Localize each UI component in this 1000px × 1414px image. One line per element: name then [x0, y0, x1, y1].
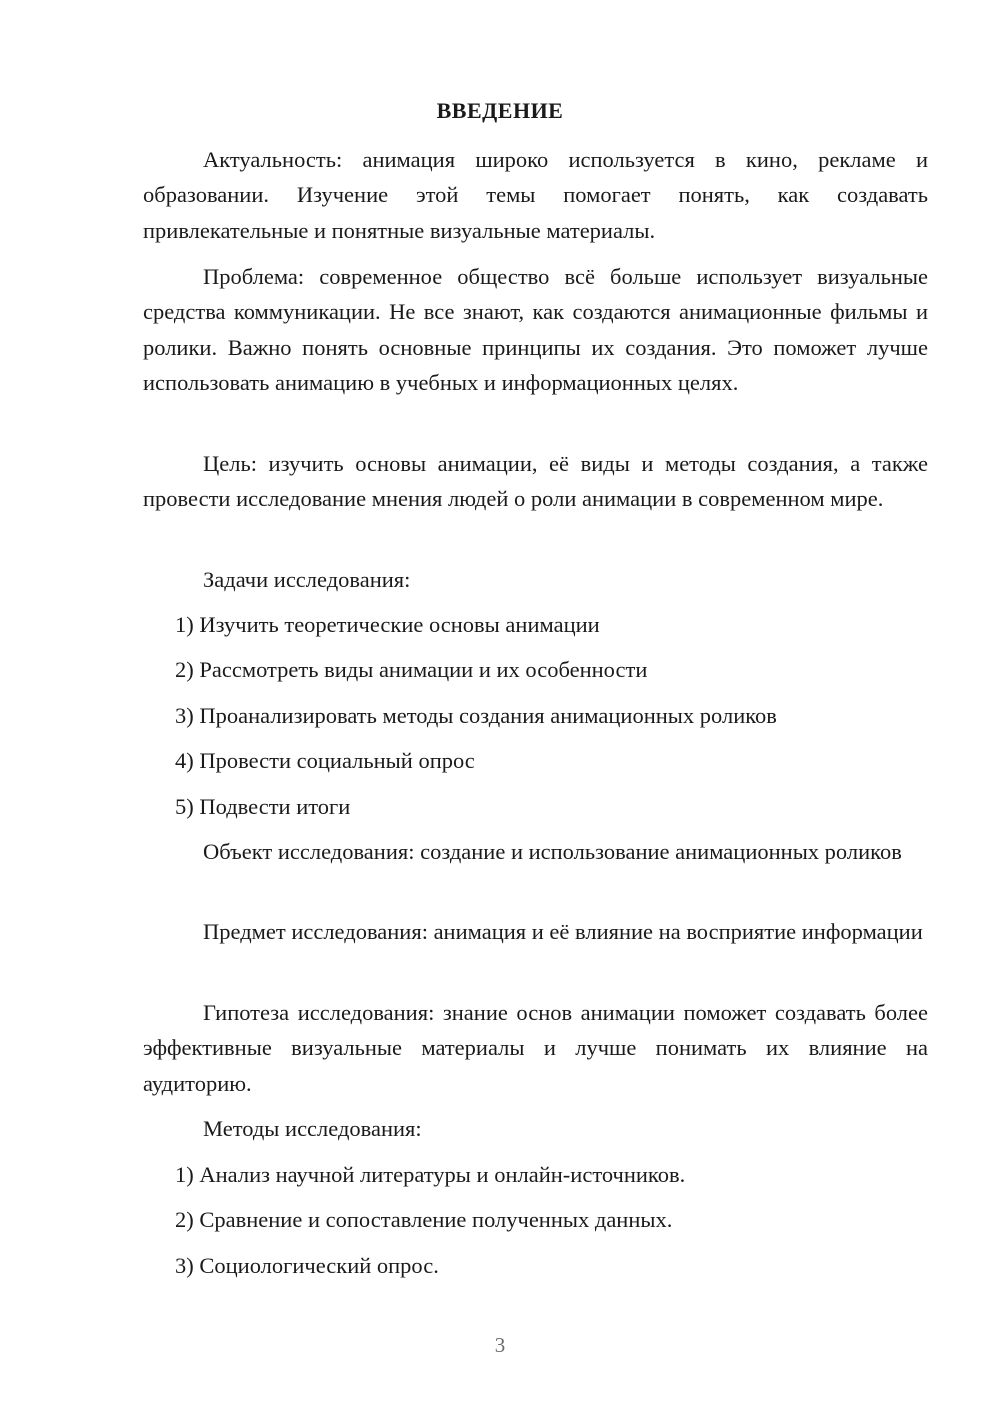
paragraph-object: Объект исследования: создание и использование анимационных роликов — [203, 839, 902, 864]
task-item-3: 3) Проанализировать методы создания анимационных роликов — [175, 703, 777, 728]
paragraph-relevance: Актуальность: анимация широко используется в кино, рекламе и образовании. Изучение этой темы помогает понять, как создавать привлекательные и понятные визуальные материалы. — [143, 147, 928, 243]
paragraph-goal: Цель: изучить основы анимации, её виды и методы создания, а также провести исследование мнения людей о роли анимации в современном мире. — [143, 451, 928, 512]
tasks-heading: Задачи исследования: — [203, 567, 411, 592]
methods-heading: Методы исследования: — [203, 1116, 422, 1141]
task-item-4: 4) Провести социальный опрос — [175, 748, 475, 773]
method-item-3: 3) Социологический опрос. — [175, 1253, 439, 1278]
page-title: ВВЕДЕНИЕ — [436, 98, 564, 123]
method-item-1: 1) Анализ научной литературы и онлайн-источников. — [175, 1162, 686, 1187]
task-item-1: 1) Изучить теоретические основы анимации — [175, 612, 600, 637]
task-item-2: 2) Рассмотреть виды анимации и их особенности — [175, 657, 648, 682]
paragraph-subject: Предмет исследования: анимация и её влияние на восприятие информации — [203, 919, 923, 944]
paragraph-problem: Проблема: современное общество всё больше использует визуальные средства коммуникации. Не все знают, как создаются анимационные фильмы и ролики. Важно понять основные принципы их создания. Это поможет лучше использовать анимацию в учебных и информационных целях. — [143, 264, 928, 395]
method-item-2: 2) Сравнение и сопоставление полученных данных. — [175, 1207, 673, 1232]
task-item-5: 5) Подвести итоги — [175, 794, 351, 819]
page-number: 3 — [494, 1333, 506, 1357]
paragraph-hypothesis: Гипотеза исследования: знание основ анимации поможет создавать более эффективные визуальные материалы и лучше понимать их влияние на аудиторию. — [143, 1000, 928, 1096]
